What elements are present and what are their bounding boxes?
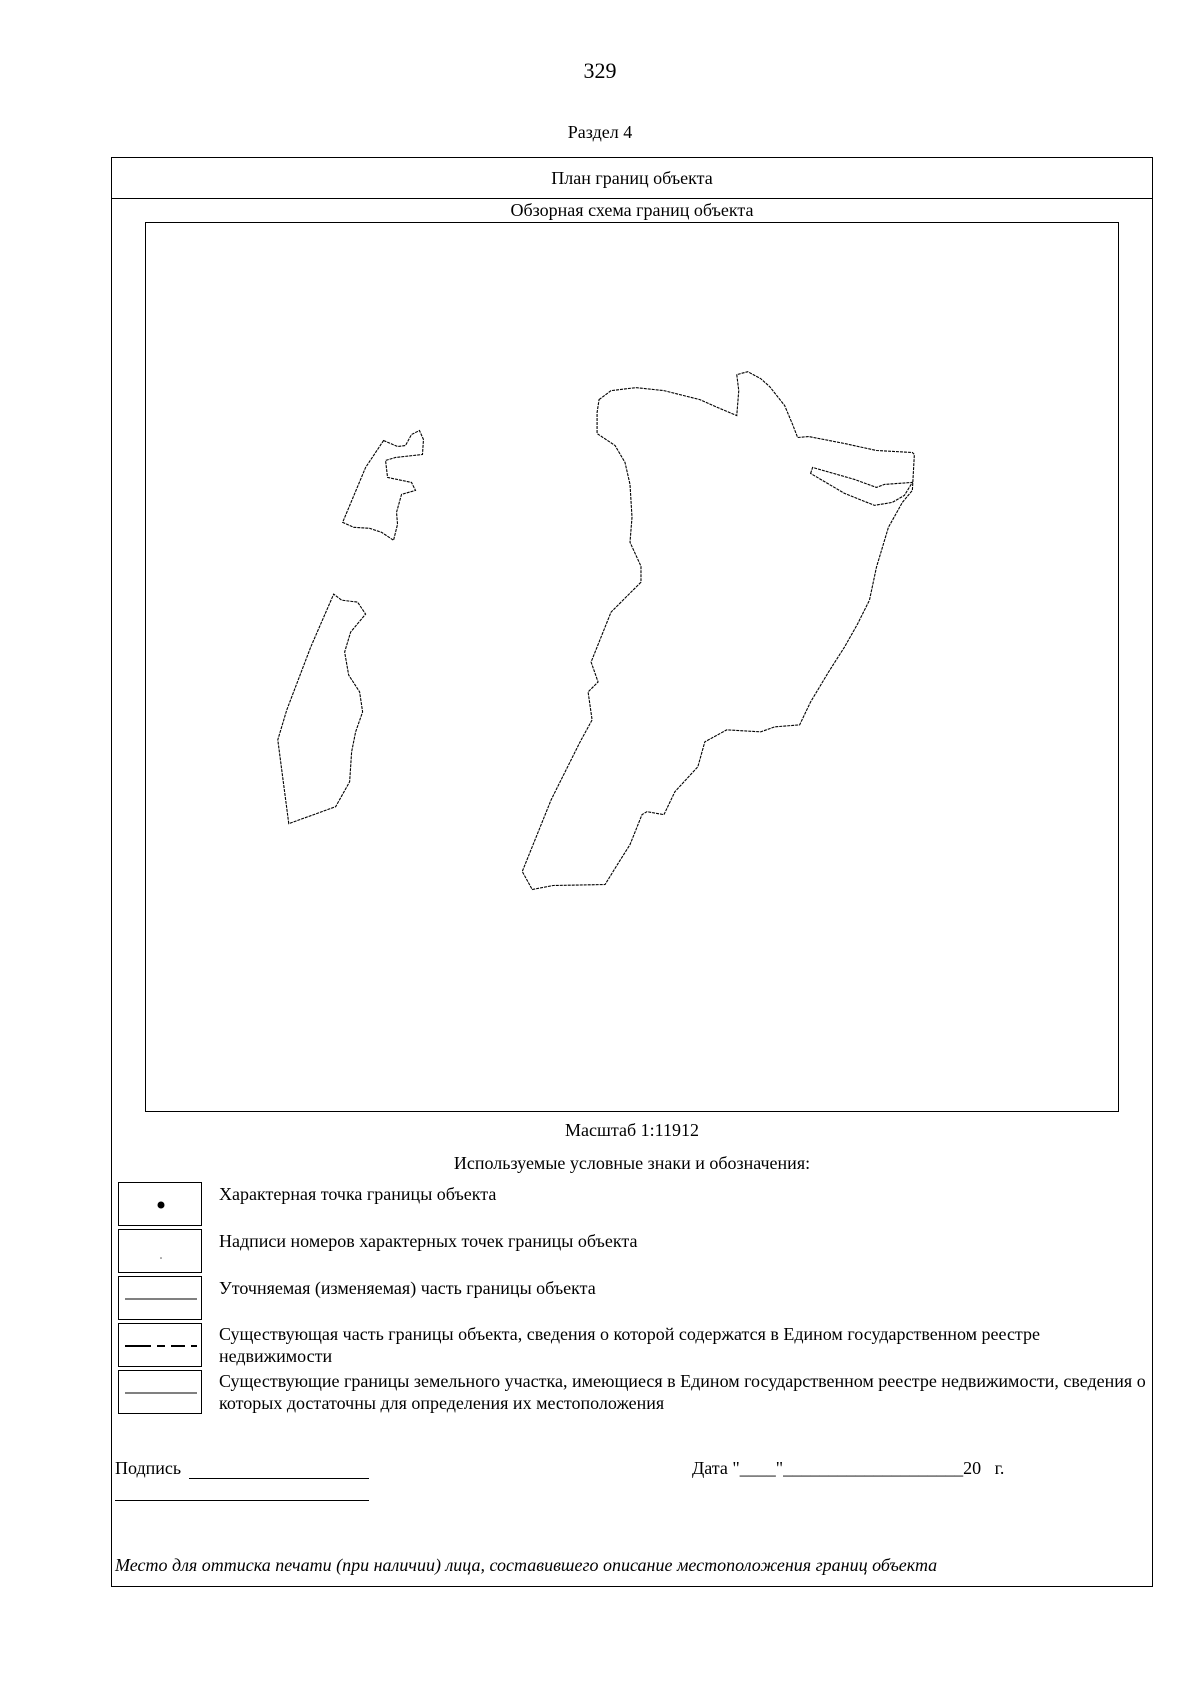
plan-header: План границ объекта bbox=[112, 158, 1152, 199]
legend-symbol-box bbox=[118, 1370, 202, 1414]
legend-symbol-box bbox=[118, 1229, 202, 1273]
parcel-left bbox=[278, 594, 366, 823]
signature-line-2[interactable] bbox=[115, 1500, 369, 1501]
legend-text: Надписи номеров характерных точек границы объекта bbox=[219, 1231, 638, 1251]
parcel-main bbox=[522, 372, 914, 890]
legend-text: Характерная точка границы объекта bbox=[219, 1184, 497, 1204]
scheme-title: Обзорная схема границ объекта bbox=[510, 200, 754, 220]
date-field[interactable]: Дата "____"____________________20 г. bbox=[692, 1458, 1005, 1478]
legend-text: Существующие границы земельного участка, имеющиеся в Едином государственном реестре недвижимости, сведения о которых достаточны для определения их местоположения bbox=[219, 1371, 1146, 1413]
boundary-map bbox=[146, 223, 1118, 1111]
dot-icon bbox=[119, 1183, 203, 1227]
thin-line-icon bbox=[119, 1371, 203, 1415]
parcel-strip bbox=[811, 467, 913, 505]
legend-symbol-box bbox=[118, 1276, 202, 1320]
label-icon bbox=[119, 1230, 203, 1274]
legend-symbol-box bbox=[118, 1182, 202, 1226]
page-number: 329 bbox=[583, 58, 617, 83]
legend-text: Уточняемая (изменяемая) часть границы объекта bbox=[219, 1278, 596, 1298]
solid-line-icon bbox=[119, 1277, 203, 1321]
map-frame bbox=[145, 222, 1119, 1112]
scale-label: Масштаб 1:11912 bbox=[565, 1120, 699, 1140]
parcel-upper-left bbox=[343, 431, 424, 541]
stamp-note: Место для оттиска печати (при наличии) лица, составившего описание местоположения границ объекта bbox=[115, 1555, 938, 1575]
legend-title: Используемые условные знаки и обозначения: bbox=[453, 1153, 811, 1173]
dash-line-icon bbox=[119, 1324, 203, 1368]
legend-symbol-box bbox=[118, 1323, 202, 1367]
plan-table bbox=[111, 157, 1153, 1587]
signature-label: Подпись bbox=[115, 1458, 182, 1478]
section-title: Раздел 4 bbox=[567, 122, 633, 142]
signature-line[interactable] bbox=[189, 1478, 369, 1479]
legend-text: Существующая часть границы объекта, сведения о которой содержатся в Едином государственном реестре недвижимости bbox=[219, 1324, 1041, 1366]
